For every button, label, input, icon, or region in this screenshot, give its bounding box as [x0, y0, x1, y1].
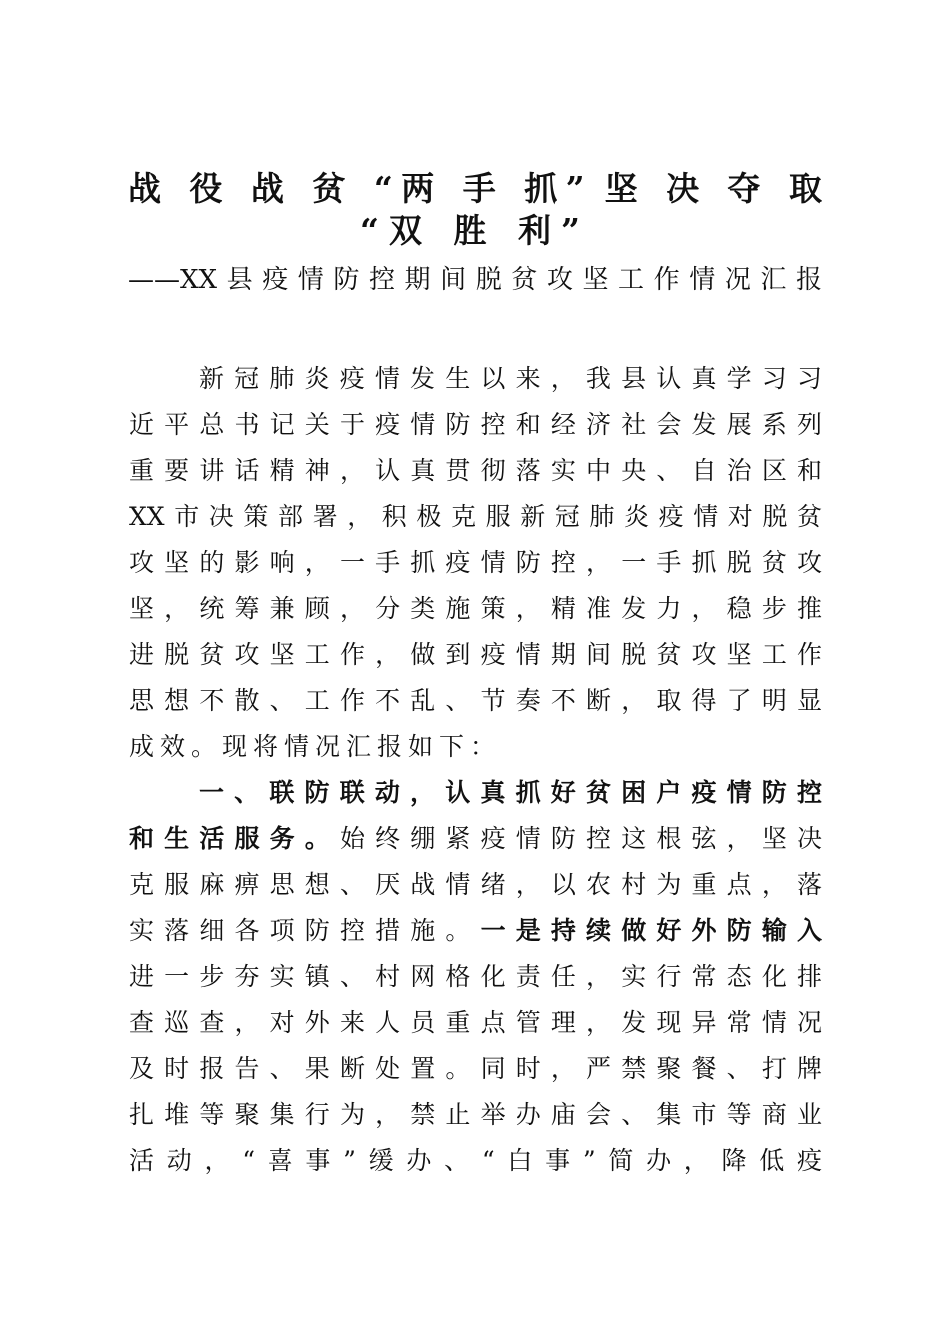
body-text-run: 活动，“喜事”缓办、“白事”简办，降低疫 — [129, 1146, 822, 1175]
body-text-run: 扎堆等聚集行为，禁止举办庙会、集市等商业 — [129, 1100, 822, 1129]
body-text-run: 及时报告、果断处置。同时，严禁聚餐、打牌 — [129, 1054, 822, 1083]
body-text-run: 攻坚的影响，一手抓疫情防控，一手抓脱贫攻 — [129, 548, 822, 577]
body-line — [129, 954, 822, 1000]
body-text-run: 实落细各项防控措施。 — [129, 916, 481, 945]
section-heading-line — [129, 770, 822, 816]
body-line — [129, 540, 822, 586]
body-text-run: 思想不散、工作不乱、节奏不断，取得了明显 — [129, 686, 822, 715]
body-text-run: 进脱贫攻坚工作，做到疫情期间脱贫攻坚工作 — [129, 640, 822, 669]
emphasis-text: 一是持续做好外防输入 — [480, 916, 822, 945]
body-line — [129, 724, 822, 770]
document-title-line-1: 战 役 战 贫 “两 手 抓” 坚 决 夺 取 — [128, 169, 822, 208]
body-text-run: 进一步夯实镇、村网格化责任，实行常态化排 — [129, 962, 822, 991]
body-text-run: 坚，统筹兼顾，分类施策，精准发力，稳步推 — [129, 594, 822, 623]
body-line — [129, 356, 822, 402]
body-line — [129, 1046, 822, 1092]
body-text-run: 近平总书记关于疫情防控和经济社会发展系列 — [129, 410, 822, 439]
body-text-run: XX市决策部署，积极克服新冠肺炎疫情对脱贫 — [129, 502, 822, 531]
body-text-run: 查巡查，对外来人员重点管理，发现异常情况 — [129, 1008, 822, 1037]
document-title-line-2: “双 胜 利” — [360, 211, 590, 250]
body-line — [129, 586, 822, 632]
body-text-run: 始终绷紧疫情防控这根弦，坚决 — [339, 824, 822, 853]
document-subtitle: ——XX县疫情防控期间脱贫攻坚工作情况汇报 — [128, 265, 822, 295]
section-heading-text: 一、联防联动，认真抓好贫困户疫情防控 — [199, 778, 822, 807]
body-line — [129, 494, 822, 540]
body-text-run: 新冠肺炎疫情发生以来，我县认真学习习 — [199, 364, 822, 393]
body-text-run: 重要讲话精神，认真贯彻落实中央、自治区和 — [129, 456, 822, 485]
body-text-run: 成效。现将情况汇报如下： — [129, 732, 502, 761]
body-line — [129, 908, 822, 954]
body-line — [129, 678, 822, 724]
body-line — [129, 448, 822, 494]
body-line — [129, 862, 822, 908]
body-line — [129, 816, 822, 862]
section-heading-text: 和生活服务。 — [129, 824, 340, 853]
body-text-run: 克服麻痹思想、厌战情绪，以农村为重点，落 — [129, 870, 822, 899]
body-line — [129, 1000, 822, 1046]
title-block — [128, 168, 822, 300]
body-line — [129, 1138, 822, 1184]
body-line — [129, 632, 822, 678]
body-text — [129, 356, 822, 1184]
body-line — [129, 402, 822, 448]
body-line — [129, 1092, 822, 1138]
